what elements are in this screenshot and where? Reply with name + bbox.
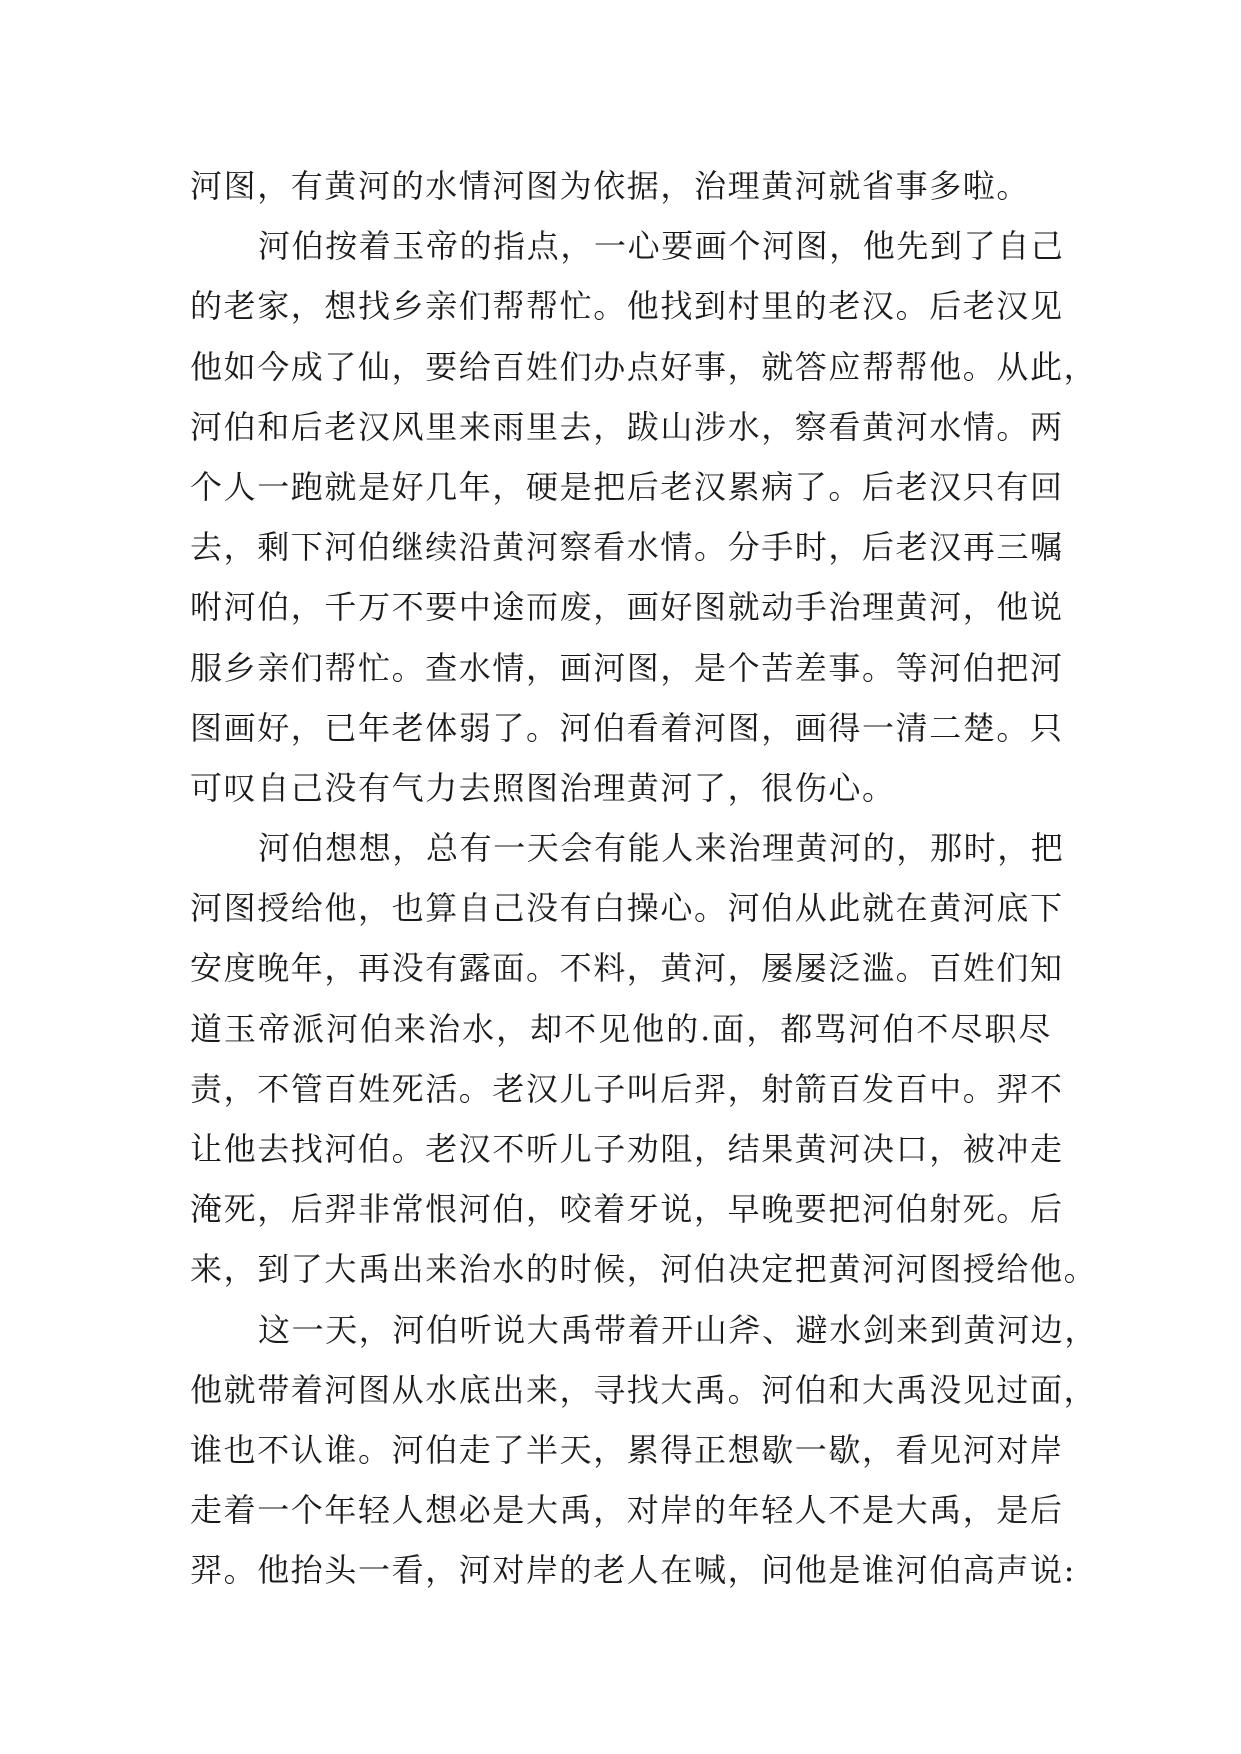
text-line: 图画好，已年老体弱了。河伯看着河图，画得一清二楚。只	[190, 708, 1064, 747]
text-line: 咐河伯，千万不要中途而废，画好图就动手治理黄河，他说	[190, 588, 1064, 627]
text-line: 让他去找河伯。老汉不听儿子劝阻，结果黄河决口，被冲走	[190, 1130, 1064, 1168]
paragraph-first-line: 河伯按着玉帝的指点，一心要画个河图，他先到了自己	[258, 227, 1065, 266]
paragraph-first-line: 这一天，河伯听说大禹带着开山斧、避水剑来到黄河边，	[258, 1310, 1099, 1349]
text-line: 的老家，想找乡亲们帮帮忙。他找到村里的老汉。后老汉见	[190, 287, 1064, 326]
text-line: 河图授给他，也算自己没有白操心。河伯从此就在黄河底下	[190, 889, 1064, 928]
text-line: 安度晚年，再没有露面。不料，黄河，屡屡泛滥。百姓们知	[190, 949, 1064, 988]
text-line: 服乡亲们帮忙。查水情，画河图，是个苦差事。等河伯把河	[190, 648, 1064, 687]
text-line: 走着一个年轻人想必是大禹，对岸的年轻人不是大禹，是后	[190, 1491, 1064, 1530]
text-line: 他如今成了仙，要给百姓们办点好事，就答应帮帮他。从此，	[190, 347, 1098, 386]
text-line: 去，剩下河伯继续沿黄河察看水情。分手时，后老汉再三嘱	[190, 528, 1064, 567]
text-line: 河图，有黄河的水情河图为依据，治理黄河就省事多啦。	[190, 167, 1031, 205]
text-line: 个人一跑就是好几年，硬是把后老汉累病了。后老汉只有回	[190, 467, 1064, 506]
paragraph-first-line: 河伯想想，总有一天会有能人来治理黄河的，那时，把	[258, 829, 1065, 868]
text-line: 来，到了大禹出来治水的时候，河伯决定把黄河河图授给他。	[190, 1250, 1098, 1289]
text-line: 河伯和后老汉风里来雨里去，跋山涉水，察看黄河水情。两	[190, 407, 1064, 446]
text-line: 道玉帝派河伯来治水，却不见他的.面，都骂河伯不尽职尽	[190, 1009, 1052, 1048]
text-line: 责，不管百姓死活。老汉儿子叫后羿，射箭百发百中。羿不	[190, 1069, 1064, 1108]
text-line: 谁也不认谁。河伯走了半天，累得正想歇一歇，看见河对岸	[190, 1430, 1064, 1469]
text-line: 可叹自己没有气力去照图治理黄河了，很伤心。	[190, 768, 896, 807]
text-line: 他就带着河图从水底出来，寻找大禹。河伯和大禹没见过面，	[190, 1370, 1098, 1409]
body-text	[190, 156, 1099, 1601]
text-line: 淹死，后羿非常恨河伯，咬着牙说，早晚要把河伯射死。后	[190, 1190, 1064, 1229]
text-line: 羿。他抬头一看，河对岸的老人在喊，问他是谁河伯高声说:	[190, 1551, 1076, 1590]
